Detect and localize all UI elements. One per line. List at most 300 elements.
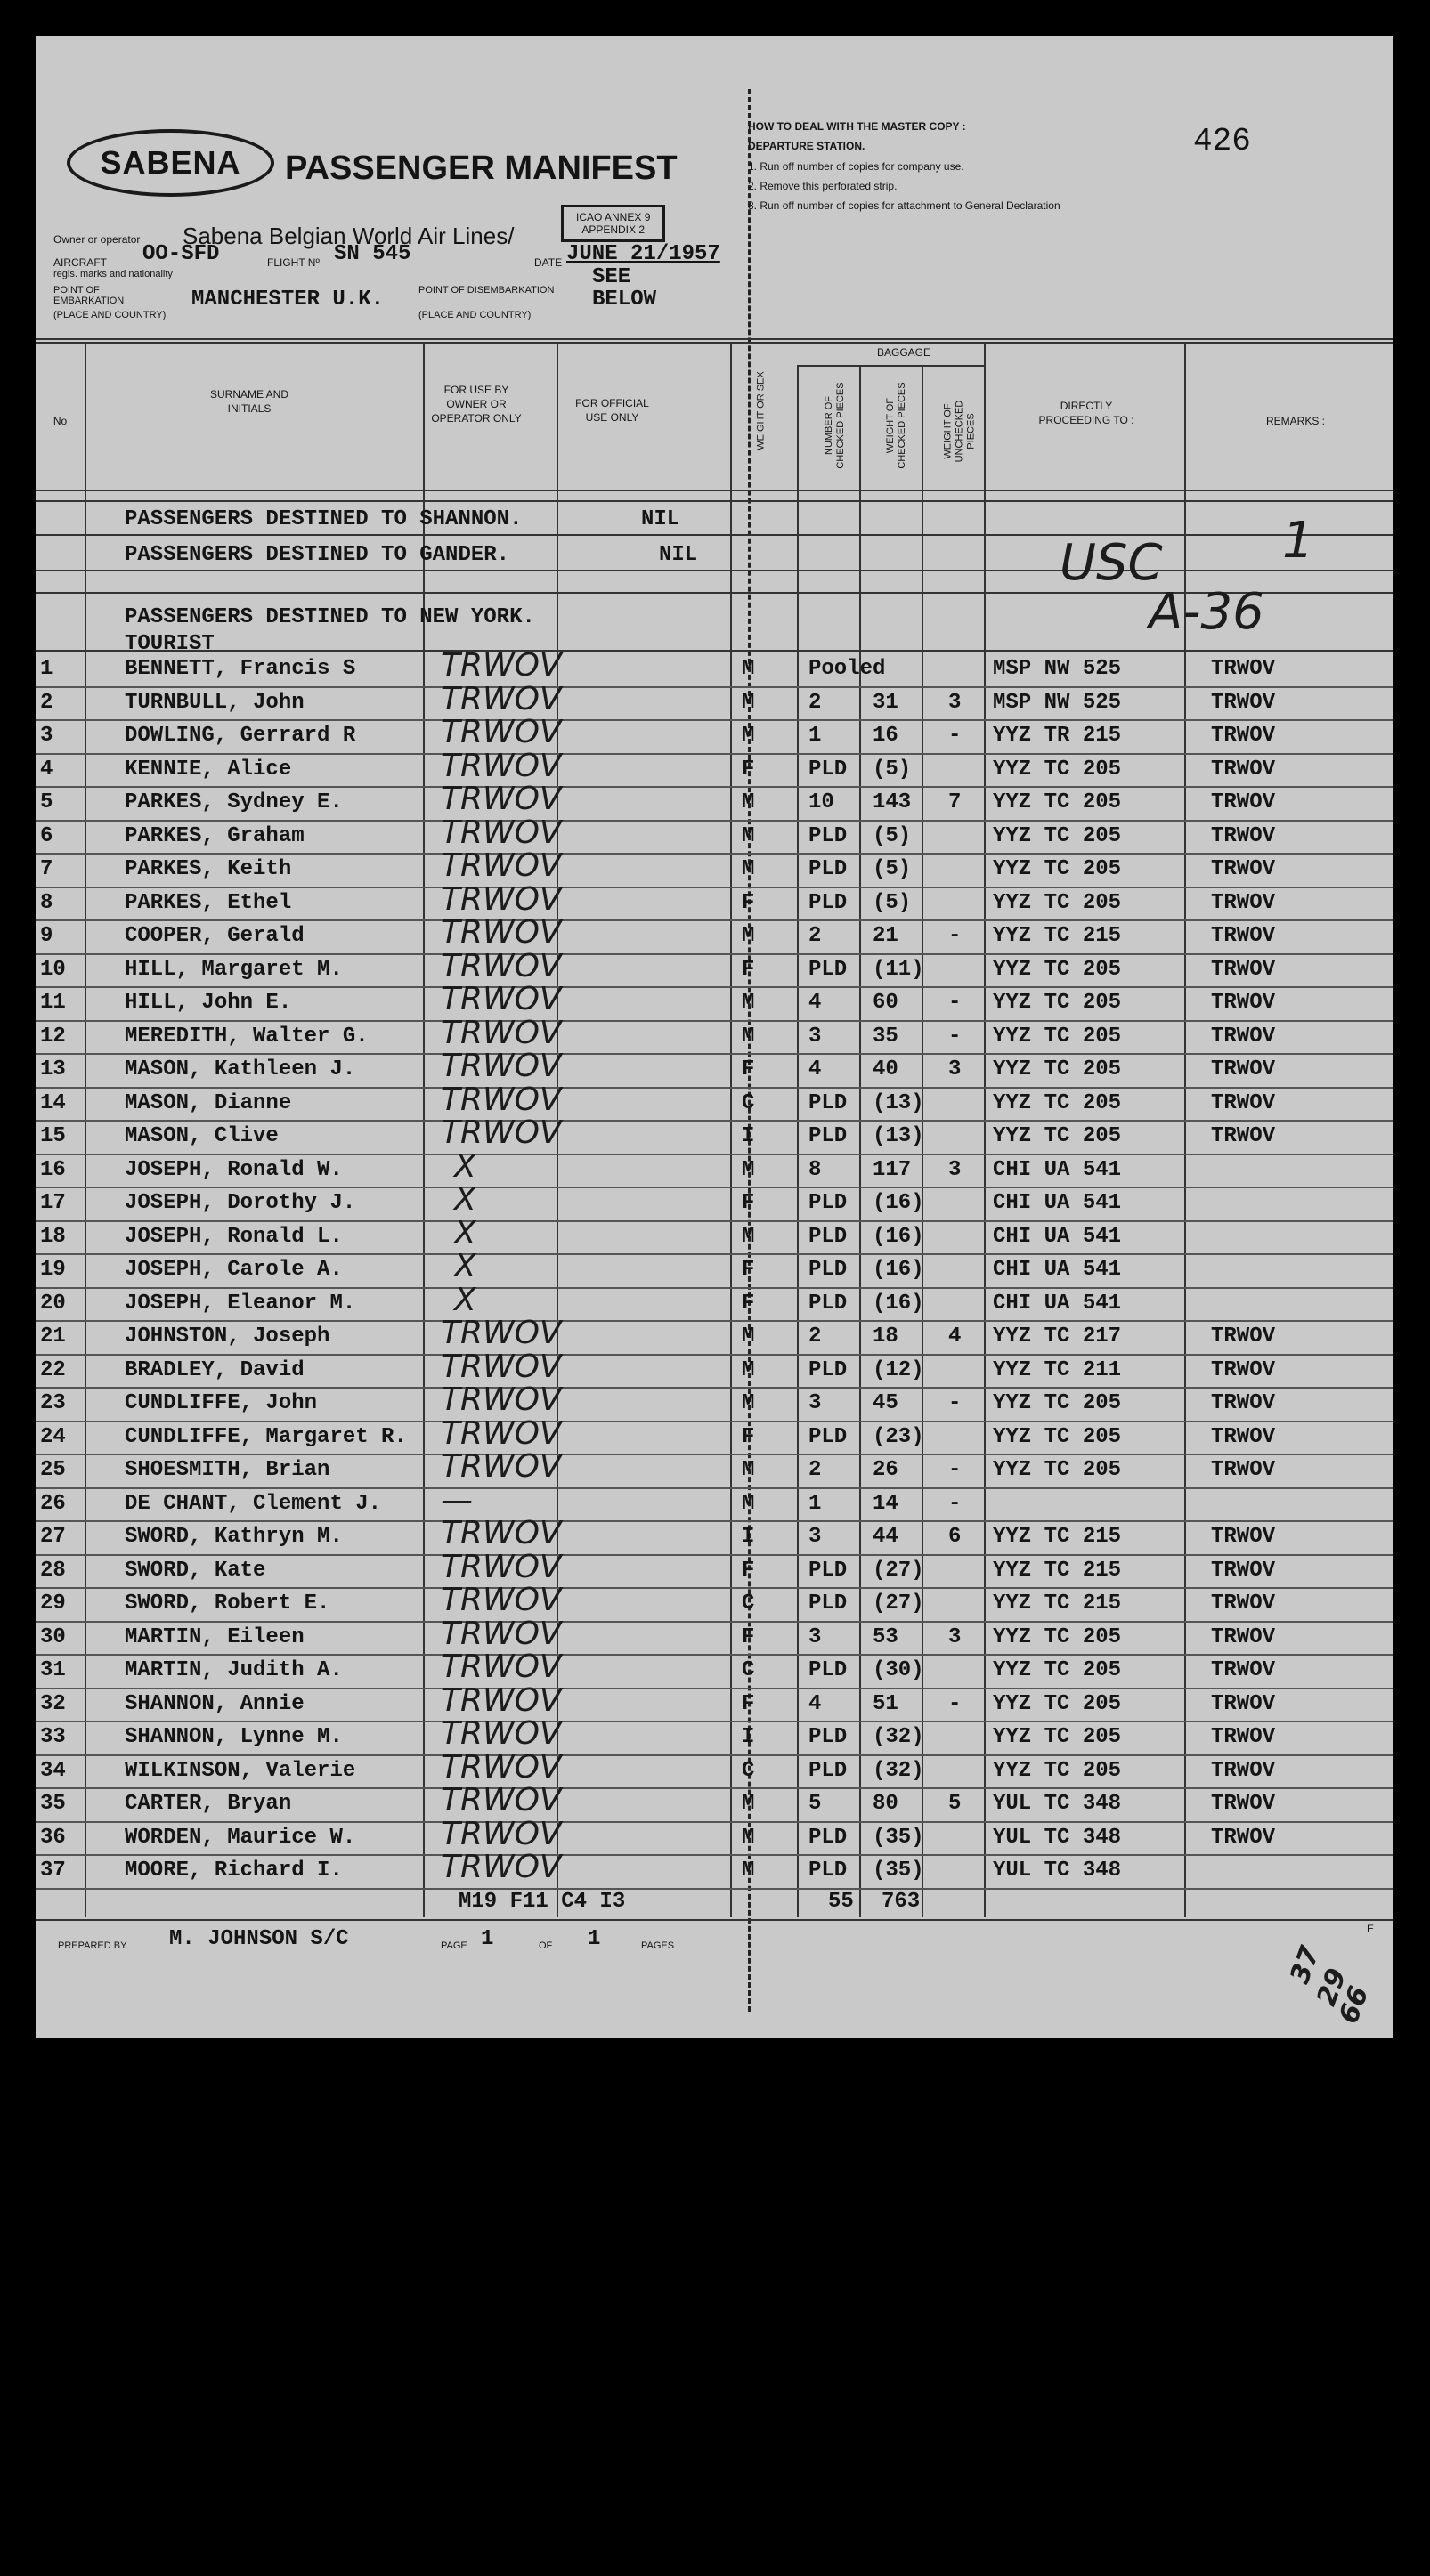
proceeding-destination: YYZ TC 205 bbox=[993, 823, 1122, 848]
handwritten-mark: TRWOV bbox=[441, 1114, 562, 1151]
row-rule bbox=[36, 1754, 1393, 1756]
checked-weight: (11) bbox=[873, 957, 924, 982]
handwritten-mark: TRWOV bbox=[441, 647, 562, 684]
unchecked-weight: - bbox=[948, 1024, 962, 1049]
handwritten-mark: TRWOV bbox=[441, 1048, 562, 1084]
passenger-number: 24 bbox=[40, 1424, 66, 1449]
proceeding-destination: CHI UA 541 bbox=[993, 1191, 1122, 1215]
proceeding-destination: YUL TC 348 bbox=[993, 1825, 1122, 1850]
handwritten-mark: TRWOV bbox=[441, 1815, 562, 1852]
checked-pieces: PLD bbox=[808, 823, 848, 848]
checked-weight: (35) bbox=[873, 1859, 924, 1883]
passenger-name: TURNBULL, John bbox=[125, 690, 305, 715]
row-rule bbox=[36, 820, 1393, 822]
handwritten-mark: TRWOV bbox=[441, 1315, 562, 1351]
proceeding-destination: CHI UA 541 bbox=[993, 1291, 1122, 1316]
checked-pieces: 2 bbox=[808, 1324, 822, 1349]
handwritten-mark: TRWOV bbox=[441, 747, 562, 784]
baggage-subheader-rule bbox=[797, 365, 984, 367]
embarkation-value: MANCHESTER U.K. bbox=[191, 288, 385, 312]
remarks: TRWOV bbox=[1211, 657, 1276, 681]
row-rule bbox=[36, 1253, 1393, 1255]
flight-value: SN 545 bbox=[334, 242, 411, 266]
row-rule bbox=[36, 686, 1393, 688]
proceeding-destination: YYZ TC 205 bbox=[993, 790, 1122, 814]
col-header-checked-weight: WEIGHT OF CHECKED PIECES bbox=[885, 382, 907, 469]
proceeding-destination: YYZ TC 205 bbox=[993, 991, 1122, 1015]
row-rule bbox=[36, 1354, 1393, 1356]
checked-pieces: 4 bbox=[808, 991, 822, 1015]
passenger-sex: M bbox=[742, 1024, 755, 1049]
table-top-border bbox=[36, 342, 1393, 344]
checked-weight: 143 bbox=[873, 790, 912, 814]
manifest-title: PASSENGER MANIFEST bbox=[285, 150, 678, 187]
handwritten-mark: TRWOV bbox=[441, 1081, 562, 1118]
passenger-name: SHANNON, Lynne M. bbox=[125, 1725, 343, 1749]
checked-pieces: PLD bbox=[808, 890, 848, 915]
checked-pieces: PLD bbox=[808, 1558, 848, 1583]
handwritten-mark: — bbox=[441, 1481, 473, 1519]
manifest-sheet bbox=[36, 36, 1393, 2038]
row-rule bbox=[36, 786, 1393, 788]
proceeding-destination: YYZ TC 205 bbox=[993, 1458, 1122, 1482]
unchecked-weight: - bbox=[948, 991, 962, 1015]
column-rule bbox=[730, 342, 732, 1917]
passenger-number: 9 bbox=[40, 924, 53, 948]
passenger-sex: C bbox=[742, 1758, 755, 1783]
handwritten-mark: TRWOV bbox=[441, 781, 562, 817]
aircraft-sub-label: regis. marks and nationality bbox=[53, 269, 173, 279]
proceeding-destination: YYZ TC 205 bbox=[993, 1424, 1122, 1449]
checked-weight: 44 bbox=[873, 1525, 898, 1549]
checked-weight: 35 bbox=[873, 1024, 898, 1049]
row-rule bbox=[36, 1587, 1393, 1589]
of-label: OF bbox=[539, 1940, 553, 1951]
proceeding-destination: YYZ TR 215 bbox=[993, 724, 1122, 748]
checked-pieces: PLD bbox=[808, 1859, 848, 1883]
passenger-number: 6 bbox=[40, 823, 53, 848]
checked-pieces: 10 bbox=[808, 790, 834, 814]
row-rule bbox=[36, 1621, 1393, 1623]
unchecked-weight: 7 bbox=[948, 790, 962, 814]
col-header-no: No bbox=[53, 415, 68, 427]
passenger-name: CUNDLIFFE, John bbox=[125, 1391, 318, 1415]
header-bottom-border bbox=[36, 490, 1393, 491]
handwritten-mark: TRWOV bbox=[441, 1548, 562, 1585]
handwritten-mark: TRWOV bbox=[441, 1648, 562, 1685]
section-shannon-nil: NIL bbox=[641, 507, 680, 531]
passenger-name: BENNETT, Francis S bbox=[125, 657, 356, 681]
passenger-name: PARKES, Sydney E. bbox=[125, 790, 343, 814]
checked-weight: (16) bbox=[873, 1291, 924, 1316]
passenger-sex: M bbox=[742, 690, 755, 715]
passenger-number: 34 bbox=[40, 1758, 66, 1783]
handwritten-mark: TRWOV bbox=[441, 1582, 562, 1618]
handwritten-mark: TRWOV bbox=[441, 914, 562, 951]
proceeding-destination: YYZ TC 205 bbox=[993, 857, 1122, 881]
passenger-number: 14 bbox=[40, 1090, 66, 1115]
passenger-sex: M bbox=[742, 657, 755, 681]
passenger-sex: F bbox=[742, 1191, 755, 1215]
checked-weight: (27) bbox=[873, 1558, 924, 1583]
col-header-weight-sex: WEIGHT OR SEX bbox=[755, 371, 767, 450]
checked-weight: (5) bbox=[873, 757, 912, 782]
checked-pieces: 5 bbox=[808, 1792, 822, 1816]
row-rule bbox=[36, 534, 1393, 536]
remarks: TRWOV bbox=[1211, 1792, 1276, 1816]
passenger-name: WORDEN, Maurice W. bbox=[125, 1825, 356, 1850]
icao-note: ICAO ANNEX 9 bbox=[576, 211, 651, 223]
passenger-name: BRADLEY, David bbox=[125, 1357, 305, 1382]
handwritten-tally: 37 bbox=[1284, 1941, 1327, 1989]
checked-weight: 26 bbox=[873, 1458, 898, 1482]
remarks: TRWOV bbox=[1211, 690, 1276, 715]
passenger-name: PARKES, Ethel bbox=[125, 890, 292, 915]
proceeding-destination: YYZ TC 205 bbox=[993, 957, 1122, 982]
disembark-sub-label: (PLACE AND COUNTRY) bbox=[418, 310, 532, 320]
column-rule bbox=[423, 342, 425, 1917]
row-rule bbox=[36, 1787, 1393, 1789]
remarks: TRWOV bbox=[1211, 823, 1276, 848]
checked-pieces: 3 bbox=[808, 1024, 822, 1049]
checked-pieces: PLD bbox=[808, 1357, 848, 1382]
col-header-checked-pieces: NUMBER OF CHECKED PIECES bbox=[824, 382, 846, 469]
column-rule bbox=[85, 342, 86, 1917]
passenger-name: SHOESMITH, Brian bbox=[125, 1458, 330, 1482]
proceeding-destination: CHI UA 541 bbox=[993, 1157, 1122, 1182]
col-header-unchecked-weight: WEIGHT OF UNCHECKED PIECES bbox=[942, 400, 977, 463]
checked-pieces: 3 bbox=[808, 1624, 822, 1649]
passenger-sex: M bbox=[742, 1859, 755, 1883]
row-rule bbox=[36, 719, 1393, 721]
unchecked-weight: - bbox=[948, 1691, 962, 1716]
disembark-label: POINT OF DISEMBARKATION bbox=[418, 285, 555, 296]
checked-weight: (16) bbox=[873, 1191, 924, 1215]
section-gander-nil: NIL bbox=[659, 543, 698, 567]
passenger-name: COOPER, Gerald bbox=[125, 924, 305, 948]
unchecked-weight: 4 bbox=[948, 1324, 962, 1349]
passenger-sex: C bbox=[742, 1090, 755, 1115]
proceeding-destination: YYZ TC 205 bbox=[993, 1624, 1122, 1649]
passenger-name: WILKINSON, Valerie bbox=[125, 1758, 356, 1783]
icao-appendix: APPENDIX 2 bbox=[581, 223, 646, 236]
row-rule bbox=[36, 1053, 1393, 1055]
column-rule bbox=[859, 365, 861, 1917]
remarks: TRWOV bbox=[1211, 957, 1276, 982]
sabena-logo: SABENA bbox=[67, 129, 274, 197]
owner-value: Sabena Belgian World Air Lines/ bbox=[183, 223, 515, 249]
unchecked-weight: - bbox=[948, 924, 962, 948]
remarks: TRWOV bbox=[1211, 1525, 1276, 1549]
checked-weight: 14 bbox=[873, 1491, 898, 1516]
handwritten-mark: TRWOV bbox=[441, 847, 562, 884]
remarks: TRWOV bbox=[1211, 790, 1276, 814]
checked-pieces: PLD bbox=[808, 1291, 848, 1316]
passenger-sex: M bbox=[742, 1792, 755, 1816]
proceeding-destination: YYZ TC 205 bbox=[993, 1658, 1122, 1682]
proceeding-destination: YYZ TC 215 bbox=[993, 1592, 1122, 1616]
aircraft-label: AIRCRAFT bbox=[53, 256, 107, 269]
instruction-item: 2. Remove this perforated strip. bbox=[748, 180, 898, 192]
remarks: TRWOV bbox=[1211, 1592, 1276, 1616]
page-value: 1 bbox=[481, 1927, 494, 1951]
passenger-name: MEREDITH, Walter G. bbox=[125, 1024, 369, 1049]
row-rule bbox=[36, 1287, 1393, 1289]
row-rule bbox=[36, 887, 1393, 888]
passenger-number: 13 bbox=[40, 1057, 66, 1081]
checked-weight: (27) bbox=[873, 1592, 924, 1616]
passenger-number: 37 bbox=[40, 1859, 66, 1883]
passenger-name: MOORE, Richard I. bbox=[125, 1859, 343, 1883]
checked-weight: (32) bbox=[873, 1725, 924, 1749]
remarks: TRWOV bbox=[1211, 1725, 1276, 1749]
proceeding-destination: CHI UA 541 bbox=[993, 1224, 1122, 1249]
col-header-owner-use: FOR USE BY OWNER OR OPERATOR ONLY bbox=[431, 384, 522, 425]
section-tourist: TOURIST bbox=[125, 632, 215, 656]
row-rule bbox=[36, 500, 1393, 502]
checked-pieces: 3 bbox=[808, 1525, 822, 1549]
passenger-sex: F bbox=[742, 1691, 755, 1716]
checked-pieces: PLD bbox=[808, 1258, 848, 1282]
checked-weight: (30) bbox=[873, 1658, 924, 1682]
row-rule bbox=[36, 1654, 1393, 1656]
checked-pieces: PLD bbox=[808, 1825, 848, 1850]
remarks: TRWOV bbox=[1211, 1758, 1276, 1783]
unchecked-weight: 3 bbox=[948, 1057, 962, 1081]
checked-pieces: PLD bbox=[808, 1758, 848, 1783]
passenger-number: 3 bbox=[40, 724, 53, 748]
row-rule bbox=[36, 1721, 1393, 1722]
instructions-heading: HOW TO DEAL WITH THE MASTER COPY : bbox=[748, 120, 966, 133]
handwritten-mark: TRWOV bbox=[441, 947, 562, 984]
passenger-sex: F bbox=[742, 1057, 755, 1081]
proceeding-destination: YYZ TC 205 bbox=[993, 890, 1122, 915]
checked-pieces: PLD bbox=[808, 1725, 848, 1749]
handwritten-mark: TRWOV bbox=[441, 1782, 562, 1819]
passenger-sex: M bbox=[742, 790, 755, 814]
passenger-name: CUNDLIFFE, Margaret R. bbox=[125, 1424, 407, 1449]
checked-weight: (16) bbox=[873, 1224, 924, 1249]
row-rule bbox=[36, 1154, 1393, 1155]
remarks: TRWOV bbox=[1211, 724, 1276, 748]
page-number: 426 bbox=[1193, 123, 1251, 159]
checked-weight: (13) bbox=[873, 1090, 924, 1115]
disembarkation-value-1: SEE bbox=[592, 265, 631, 289]
col-header-official-use: FOR OFFICIAL USE ONLY bbox=[575, 397, 649, 424]
row-rule bbox=[36, 570, 1393, 571]
passenger-number: 22 bbox=[40, 1357, 66, 1382]
remarks: TRWOV bbox=[1211, 890, 1276, 915]
handwritten-mark: TRWOV bbox=[441, 1681, 562, 1719]
handwritten-tally: 29 bbox=[1311, 1964, 1353, 2011]
proceeding-destination: YYZ TC 205 bbox=[993, 1057, 1122, 1081]
checked-pieces: 8 bbox=[808, 1157, 822, 1182]
checked-weight: 51 bbox=[873, 1691, 898, 1716]
passenger-number: 29 bbox=[40, 1592, 66, 1616]
table-top-border bbox=[36, 338, 1393, 340]
checked-weight: 18 bbox=[873, 1324, 898, 1349]
totals-persons: M19 F11 C4 I3 bbox=[459, 1890, 626, 1914]
remarks: TRWOV bbox=[1211, 1424, 1276, 1449]
prepared-by-value: M. JOHNSON S/C bbox=[169, 1927, 349, 1951]
passenger-name: JOSEPH, Ronald W. bbox=[125, 1157, 343, 1182]
passenger-sex: I bbox=[742, 1124, 755, 1148]
row-rule bbox=[36, 1554, 1393, 1556]
remarks: TRWOV bbox=[1211, 1658, 1276, 1682]
row-rule bbox=[36, 1087, 1393, 1089]
passenger-sex: M bbox=[742, 1391, 755, 1415]
proceeding-destination: YYZ TC 205 bbox=[993, 1024, 1122, 1049]
passenger-name: SWORD, Robert E. bbox=[125, 1592, 330, 1616]
owner-label: Owner or operator bbox=[53, 233, 141, 246]
passenger-number: 19 bbox=[40, 1258, 66, 1282]
unchecked-weight: - bbox=[948, 724, 962, 748]
proceeding-destination: YUL TC 348 bbox=[993, 1792, 1122, 1816]
passenger-number: 27 bbox=[40, 1525, 66, 1549]
passenger-name: KENNIE, Alice bbox=[125, 757, 292, 782]
usc-handwritten-note: USC bbox=[1060, 534, 1163, 592]
checked-pieces: PLD bbox=[808, 857, 848, 881]
unchecked-weight: 3 bbox=[948, 1624, 962, 1649]
checked-pieces: 4 bbox=[808, 1057, 822, 1081]
checked-weight: (35) bbox=[873, 1825, 924, 1850]
embark-sub-label: (PLACE AND COUNTRY) bbox=[53, 310, 167, 320]
handwritten-mark: TRWOV bbox=[441, 1448, 562, 1485]
passenger-name: MARTIN, Judith A. bbox=[125, 1658, 343, 1682]
passenger-number: 1 bbox=[40, 657, 53, 681]
row-rule bbox=[36, 1821, 1393, 1823]
checked-pieces: 1 bbox=[808, 724, 822, 748]
passenger-sex: M bbox=[742, 857, 755, 881]
passenger-number: 16 bbox=[40, 1157, 66, 1182]
passenger-sex: F bbox=[742, 1624, 755, 1649]
remarks: TRWOV bbox=[1211, 1324, 1276, 1349]
passenger-number: 10 bbox=[40, 957, 66, 982]
passenger-name: JOSEPH, Ronald L. bbox=[125, 1224, 343, 1249]
checked-pieces: 2 bbox=[808, 924, 822, 948]
disembarkation-value-2: BELOW bbox=[592, 288, 657, 312]
remarks: TRWOV bbox=[1211, 991, 1276, 1015]
passenger-number: 2 bbox=[40, 690, 53, 715]
passenger-name: PARKES, Keith bbox=[125, 857, 292, 881]
proceeding-destination: YYZ TC 215 bbox=[993, 1525, 1122, 1549]
passenger-name: SWORD, Kathryn M. bbox=[125, 1525, 343, 1549]
passenger-name: SHANNON, Annie bbox=[125, 1691, 305, 1716]
passenger-sex: F bbox=[742, 1558, 755, 1583]
handwritten-mark: TRWOV bbox=[441, 1615, 562, 1652]
handwritten-mark: TRWOV bbox=[441, 880, 562, 918]
proceeding-destination: YYZ TC 215 bbox=[993, 924, 1122, 948]
remarks: TRWOV bbox=[1211, 1024, 1276, 1049]
passenger-number: 8 bbox=[40, 890, 53, 915]
row-rule bbox=[36, 1120, 1393, 1122]
passenger-sex: M bbox=[742, 1491, 755, 1516]
handwritten-mark: TRWOV bbox=[441, 1381, 562, 1418]
passenger-number: 36 bbox=[40, 1825, 66, 1850]
embark-label: POINT OF EMBARKATION bbox=[53, 285, 125, 306]
unchecked-weight: 6 bbox=[948, 1525, 962, 1549]
passenger-name: JOSEPH, Dorothy J. bbox=[125, 1191, 356, 1215]
passenger-sex: F bbox=[742, 957, 755, 982]
unchecked-weight: - bbox=[948, 1491, 962, 1516]
handwritten-mark: TRWOV bbox=[441, 1748, 562, 1786]
proceeding-destination: YYZ TC 205 bbox=[993, 1725, 1122, 1749]
checked-pieces: PLD bbox=[808, 957, 848, 982]
col-header-baggage: BAGGAGE bbox=[876, 346, 931, 359]
col-header-proceeding: DIRECTLY PROCEEDING TO : bbox=[1038, 400, 1134, 426]
remarks: TRWOV bbox=[1211, 924, 1276, 948]
checked-weight: 80 bbox=[873, 1792, 898, 1816]
row-rule bbox=[36, 753, 1393, 755]
of-value: 1 bbox=[588, 1927, 601, 1951]
passenger-sex: M bbox=[742, 724, 755, 748]
handwritten-mark: X bbox=[454, 1281, 476, 1318]
checked-weight: 53 bbox=[873, 1624, 898, 1649]
remarks: TRWOV bbox=[1211, 1624, 1276, 1649]
passenger-number: 7 bbox=[40, 857, 53, 881]
passenger-sex: M bbox=[742, 1224, 755, 1249]
passenger-number: 32 bbox=[40, 1691, 66, 1716]
handwritten-mark: TRWOV bbox=[441, 1515, 562, 1551]
checked-weight: (12) bbox=[873, 1357, 924, 1382]
row-rule bbox=[36, 1187, 1393, 1188]
passenger-number: 11 bbox=[40, 991, 66, 1015]
proceeding-destination: YYZ TC 205 bbox=[993, 1391, 1122, 1415]
proceeding-destination: CHI UA 541 bbox=[993, 1258, 1122, 1282]
checked-weight: (5) bbox=[873, 857, 912, 881]
passenger-number: 20 bbox=[40, 1291, 66, 1316]
proceeding-destination: YYZ TC 205 bbox=[993, 1691, 1122, 1716]
passenger-sex: M bbox=[742, 1157, 755, 1182]
passenger-number: 31 bbox=[40, 1658, 66, 1682]
row-rule bbox=[36, 853, 1393, 855]
unchecked-weight: - bbox=[948, 1391, 962, 1415]
passenger-number: 30 bbox=[40, 1624, 66, 1649]
passenger-sex: I bbox=[742, 1525, 755, 1549]
handwritten-mark: TRWOV bbox=[441, 1849, 562, 1885]
handwritten-mark: TRWOV bbox=[441, 814, 562, 851]
checked-pieces: PLD bbox=[808, 1191, 848, 1215]
checked-pieces: 2 bbox=[808, 1458, 822, 1482]
passenger-sex: F bbox=[742, 1291, 755, 1316]
handwritten-mark: TRWOV bbox=[441, 1014, 562, 1051]
handwritten-mark: TRWOV bbox=[441, 981, 562, 1017]
remarks: TRWOV bbox=[1211, 857, 1276, 881]
passenger-name: JOSEPH, Carole A. bbox=[125, 1258, 343, 1282]
handwritten-mark: TRWOV bbox=[441, 1414, 562, 1452]
row-rule bbox=[36, 953, 1393, 955]
unchecked-weight: 3 bbox=[948, 690, 962, 715]
flight-label: FLIGHT Nº bbox=[267, 256, 320, 269]
row-rule bbox=[36, 1220, 1393, 1222]
row-rule bbox=[36, 1020, 1393, 1022]
passenger-name: MASON, Clive bbox=[125, 1124, 279, 1148]
unchecked-weight: - bbox=[948, 1458, 962, 1482]
checked-pieces: 3 bbox=[808, 1391, 822, 1415]
passenger-number: 28 bbox=[40, 1558, 66, 1583]
checked-pieces: 4 bbox=[808, 1691, 822, 1716]
handwritten-mark: TRWOV bbox=[441, 1715, 562, 1752]
date-label: DATE bbox=[534, 256, 563, 269]
column-rule bbox=[797, 365, 799, 1917]
row-rule bbox=[36, 1520, 1393, 1522]
row-rule bbox=[36, 986, 1393, 988]
remarks: TRWOV bbox=[1211, 1357, 1276, 1382]
checked-weight: 45 bbox=[873, 1391, 898, 1415]
checked-pieces: PLD bbox=[808, 1124, 848, 1148]
checked-pieces: PLD bbox=[808, 1658, 848, 1682]
checked-weight: 21 bbox=[873, 924, 898, 948]
